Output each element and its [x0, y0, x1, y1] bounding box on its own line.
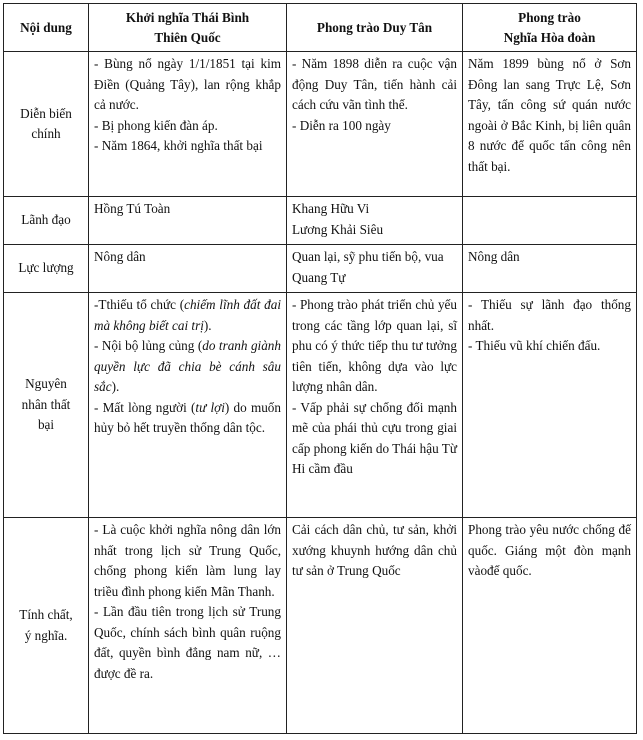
label-dien-bien — [4, 52, 89, 197]
cell-lanh-dao-duy-tan — [287, 197, 463, 245]
header-nghia-hoa-line1: Phong trào — [518, 9, 581, 25]
row-dien-bien — [4, 52, 637, 197]
list-item: - Năm 1898 diễn ra cuộc vận động Duy Tân, tiến hành cải cách cứu vãn tình thế. — [292, 56, 457, 112]
label-tinh-chat-line2: ý nghĩa. — [24, 627, 68, 643]
cell-nguyen-nhan-thai-binh — [89, 293, 287, 518]
header-thai-binh-line1: Khởi nghĩa Thái Bình — [125, 9, 250, 25]
header-noi-dung: Nội dung — [4, 4, 89, 52]
row-nguyen-nhan — [4, 293, 637, 518]
header-duy-tan: Phong trào Duy Tân — [287, 4, 463, 52]
label-dien-bien-line2: chính — [31, 126, 61, 141]
list-item: - Bùng nổ ngày 1/1/1851 tại kim Điền (Quảng Tây), lan rộng khắp cả nước. — [94, 56, 281, 112]
leader-name: Lương Khải Siêu — [292, 221, 384, 237]
cell-nguyen-nhan-duy-tan — [287, 293, 463, 518]
cell-dien-bien-nghia-hoa: Năm 1899 bùng nổ ở Sơn Đông lan sang Trực Lệ, Sơn Tây, tấn công sứ quán nước ngoài ở Bắc Kinh, bị liên quân 8 nước để quốc tấn công nên thất bại. — [463, 52, 637, 197]
label-nguyen-nhan — [4, 293, 89, 518]
label-nguyen-nhan-line3: bại — [37, 417, 55, 433]
cell-tinh-chat-thai-binh — [89, 518, 287, 734]
label-luc-luong: Lực lượng — [4, 245, 89, 293]
cell-nguyen-nhan-nghia-hoa — [463, 293, 637, 518]
label-tinh-chat — [4, 518, 89, 734]
header-thai-binh — [89, 4, 287, 52]
label-dien-bien-line1: Diễn biến — [20, 105, 72, 121]
list-item: - Thiếu sự lãnh đạo thống nhất. — [468, 297, 631, 333]
list-item: - Diễn ra 100 ngày — [292, 117, 391, 133]
list-item: - Thiếu vũ khí chiến đấu. — [468, 338, 601, 353]
cell-dien-bien-thai-binh — [89, 52, 287, 197]
list-item: - Là cuộc khởi nghĩa nông dân lớn nhất trong lịch sử Trung Quốc, chống phong kiến làm lung lay triều đình phong kiến Mãn Thanh. — [94, 522, 281, 599]
cell-tinh-chat-nghia-hoa: Phong trào yêu nước chống đế quốc. Giáng một đòn mạnh vàođế quốc. — [463, 518, 637, 734]
row-luc-luong — [4, 245, 637, 293]
list-item: - Bị phong kiến đàn áp. — [94, 117, 218, 133]
header-nghia-hoa-line2: Nghĩa Hòa đoàn — [503, 29, 596, 45]
list-item: - Nội bộ lủng củng (do tranh giành quyền lực đã chia bè cánh sâu sắc). — [94, 338, 281, 394]
header-nghia-hoa — [463, 4, 637, 52]
list-item: - Vấp phải sự chống đối mạnh mẽ của phái thủ cựu trong giai cấp phong kiến do Thái hậu Từ Hi cầm đầu — [292, 399, 457, 476]
label-tinh-chat-line1: Tính chất, — [19, 607, 73, 622]
list-item: - Năm 1864, khởi nghĩa thất bại — [94, 138, 263, 153]
row-tinh-chat — [4, 518, 637, 734]
list-item: - Mất lòng người (tư lợi) do muốn hủy bỏ hết truyền thống dân tộc. — [94, 399, 281, 435]
list-item: - Lần đầu tiên trong lịch sử Trung Quốc, chính sách bình quân ruộng đất, quyền bình đẳng nam nữ, … được đề ra. — [94, 604, 281, 681]
label-nguyen-nhan-line2: nhân thất — [21, 396, 71, 412]
label-lanh-dao: Lãnh đạo — [4, 197, 89, 245]
header-row — [4, 4, 637, 52]
header-thai-binh-line2: Thiên Quốc — [154, 29, 221, 45]
cell-tinh-chat-duy-tan: Cải cách dân chủ, tư sản, khởi xướng khuynh hướng dân chủ tư sản ở Trung Quốc — [287, 518, 463, 734]
list-item: - Phong trào phát triển chủ yếu trong các tầng lớp quan lại, sĩ phu có ý thức tiếp thu tư tưởng tiên tiến, không dựa vào lực lượng nhân dân. — [292, 297, 457, 394]
cell-luc-luong-thai-binh: Nông dân — [89, 245, 287, 293]
leader-name: Khang Hữu Vi — [292, 201, 370, 216]
cell-lanh-dao-thai-binh: Hồng Tú Toàn — [89, 197, 287, 245]
label-nguyen-nhan-line1: Nguyên — [25, 376, 67, 392]
cell-luc-luong-duy-tan: Quan lại, sỹ phu tiến bộ, vua Quang Tự — [287, 245, 463, 293]
cell-luc-luong-nghia-hoa: Nông dân — [463, 245, 637, 293]
row-lanh-dao — [4, 197, 637, 245]
list-item: -Tthiếu tổ chức (chiếm lĩnh đất đai mà không biết cai trị). — [94, 297, 281, 333]
history-comparison-table — [3, 3, 637, 734]
cell-dien-bien-duy-tan — [287, 52, 463, 197]
cell-lanh-dao-nghia-hoa — [463, 197, 637, 245]
